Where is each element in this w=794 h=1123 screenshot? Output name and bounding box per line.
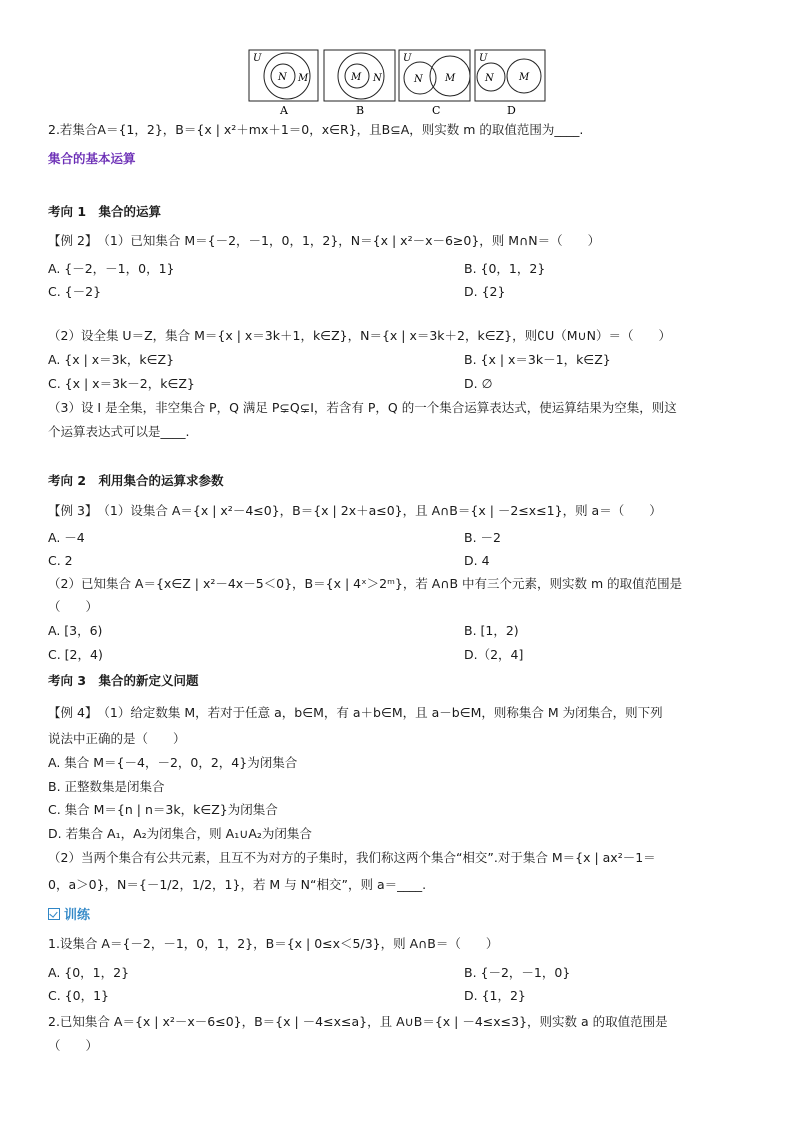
ex3-1-option-b: B. －2: [464, 530, 501, 545]
ex2-2-option-c: C. {x | x＝3k－2，k∈Z}: [48, 376, 195, 391]
venn-d-n: N: [485, 73, 494, 84]
example-2-part-1: 【例 2】 （1）已知集合 M＝{－2，－1，0，1，2}，N＝{x | x²－x－6≥0}，则 M∩N＝（ ）: [48, 233, 601, 248]
ex2-1-option-b: B. {0，1，2}: [464, 261, 546, 276]
t1-option-c: C. {0，1}: [48, 988, 109, 1003]
venn-label-c: C: [432, 104, 441, 117]
ex2-2-option-d: D. ∅: [464, 376, 493, 391]
venn-d-u: U: [479, 53, 488, 64]
venn-d-m: M: [519, 72, 530, 83]
venn-a-n: N: [278, 72, 287, 83]
t1-option-d: D. {1，2}: [464, 988, 526, 1003]
ex4-1-option-c: C. 集合 M＝{n | n＝3k，k∈Z}为闭集合: [48, 802, 278, 817]
training-label: 训练: [64, 908, 91, 923]
venn-label-a: A: [280, 104, 288, 117]
training-heading: [48, 908, 90, 924]
venn-c-n: N: [414, 74, 423, 85]
section-heading: 集合的基本运算: [48, 151, 136, 166]
ex4-1-option-b: B. 正整数集是闭集合: [48, 779, 165, 794]
t1-option-b: B. {－2，－1，0}: [464, 965, 571, 980]
venn-b-m: M: [351, 72, 362, 83]
example-2-part-3-line-2: 个运算表达式可以是____.: [48, 424, 190, 439]
training-question-1: 1.设集合 A＝{－2，－1，0，1，2}，B＝{x | 0≤x＜5/3}，则 A∩B＝（ ）: [48, 936, 499, 951]
ex4-1-option-a: A. 集合 M＝{－4，－2，0，2，4}为闭集合: [48, 755, 298, 770]
ex2-1-option-c: C. {－2}: [48, 284, 102, 299]
venn-label-d: D: [507, 104, 516, 117]
ex2-2-option-b: B. {x | x＝3k－1，k∈Z}: [464, 352, 611, 367]
venn-diagrams: [0, 0, 794, 125]
ex3-1-option-a: A. －4: [48, 530, 85, 545]
venn-label-b: B: [356, 104, 365, 117]
ex4-1-option-d: D. 若集合 A₁，A₂为闭集合，则 A₁∪A₂为闭集合: [48, 826, 312, 841]
kaoxiang-2-title: 考向 2 利用集合的运算求参数: [48, 473, 224, 488]
checkbox-icon: [48, 908, 60, 920]
example-4-part-1-line-1: 【例 4】 （1）给定数集 M，若对于任意 a，b∈M，有 a＋b∈M，且 a－b∈M，则称集合 M 为闭集合，则下列: [48, 705, 663, 720]
example-3-part-2-line-2: （ ）: [48, 599, 99, 614]
kaoxiang-3-title: 考向 3 集合的新定义问题: [48, 673, 199, 688]
ex2-1-option-a: A. {－2，－1，0，1}: [48, 261, 175, 276]
venn-a-u: U: [253, 53, 262, 64]
example-4-part-2-line-2: 0，a＞0}，N＝{－1/2，1/2，1}，若 M 与 N“相交”，则 a＝____.: [48, 877, 427, 892]
ex2-2-option-a: A. {x | x＝3k，k∈Z}: [48, 352, 175, 367]
ex3-2-option-b: B. [1，2): [464, 623, 519, 638]
kaoxiang-1-title: 考向 1 集合的运算: [48, 204, 162, 219]
example-2-part-2: （2）设全集 U＝Z，集合 M＝{x | x＝3k＋1，k∈Z}，N＝{x | x＝3k＋2，k∈Z}，则∁U（M∪N）＝（ ）: [48, 328, 672, 343]
training-question-2-line-1: 2.已知集合 A＝{x | x²－x－6≤0}，B＝{x | －4≤x≤a}，且 A∪B＝{x | －4≤x≤3}，则实数 a 的取值范围是: [48, 1014, 668, 1029]
ex3-1-option-c: C. 2: [48, 553, 73, 568]
question-2: 2.若集合A＝{1，2}，B＝{x | x²＋mx＋1＝0，x∈R}，且B⊆A，则实数 m 的取值范围为____.: [48, 122, 584, 137]
ex3-2-option-d: D.（2，4]: [464, 647, 524, 662]
ex2-1-option-d: D. {2}: [464, 284, 506, 299]
venn-b-n: N: [373, 73, 382, 84]
example-3-part-2-line-1: （2）已知集合 A＝{x∈Z | x²－4x－5＜0}，B＝{x | 4ˣ＞2ᵐ}，若 A∩B 中有三个元素，则实数 m 的取值范围是: [48, 576, 683, 591]
example-4-part-1-line-2: 说法中正确的是（ ）: [48, 731, 186, 746]
venn-a-m: M: [298, 73, 309, 84]
example-2-part-3-line-1: （3）设 I 是全集，非空集合 P，Q 满足 P⊊Q⊊I，若含有 P，Q 的一个集合运算表达式，使运算结果为空集，则这: [48, 400, 677, 415]
venn-c-u: U: [403, 53, 412, 64]
training-question-2-line-2: （ ）: [48, 1038, 99, 1053]
ex3-2-option-a: A. [3，6): [48, 623, 103, 638]
venn-c-m: M: [445, 73, 456, 84]
ex3-1-option-d: D. 4: [464, 553, 490, 568]
example-4-part-2-line-1: （2）当两个集合有公共元素，且互不为对方的子集时，我们称这两个集合“相交”.对于集合 M＝{x | ax²－1＝: [48, 850, 656, 865]
ex3-2-option-c: C. [2，4): [48, 647, 103, 662]
t1-option-a: A. {0，1，2}: [48, 965, 130, 980]
example-3-part-1: 【例 3】 （1）设集合 A＝{x | x²－4≤0}，B＝{x | 2x＋a≤0}，且 A∩B＝{x | －2≤x≤1}，则 a＝（ ）: [48, 503, 662, 518]
